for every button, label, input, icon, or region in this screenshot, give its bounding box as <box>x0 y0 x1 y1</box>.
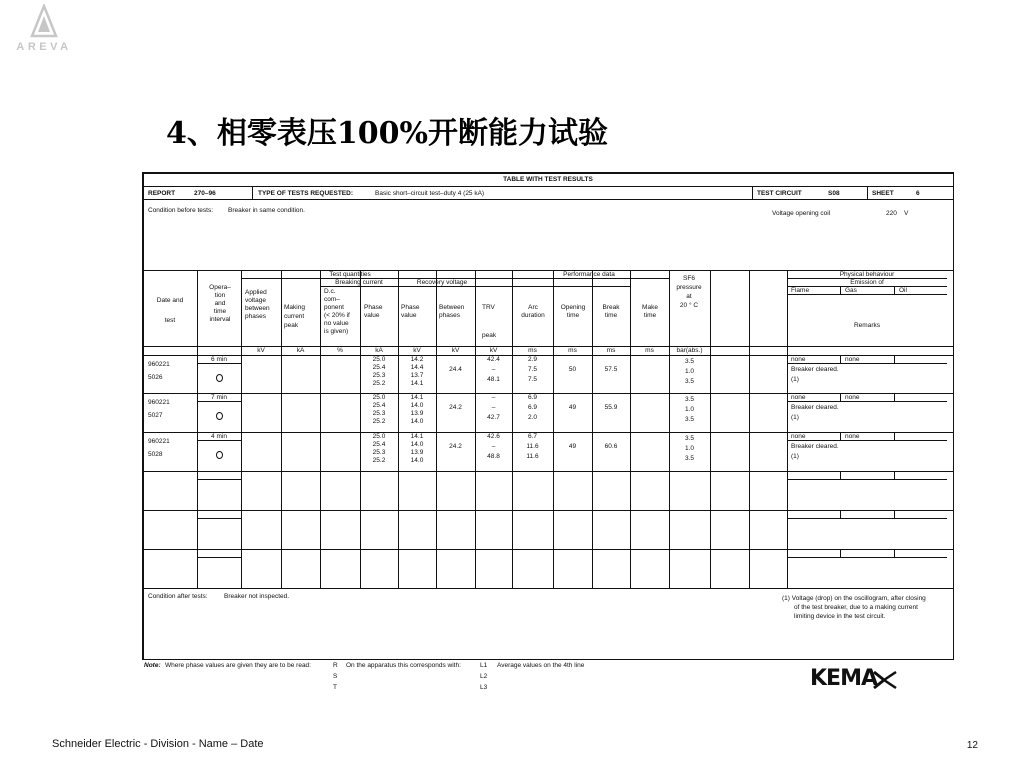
note-text-2: On the apparatus this corresponds with: <box>346 662 461 669</box>
row-phase-voltage: 14.1 <box>410 433 424 440</box>
flame-gas-divider <box>840 471 841 479</box>
header-sf6: SF6 <box>683 275 695 282</box>
row-opening-time: 49 <box>568 404 577 411</box>
kema-lightning-icon <box>872 668 898 692</box>
row-arc-duration: 11.6 <box>526 453 539 460</box>
interval-rule <box>197 557 241 558</box>
form-heading: TABLE WITH TEST RESULTS <box>503 176 593 183</box>
row-remark: Breaker cleared. <box>791 404 839 411</box>
test-results-form <box>142 172 954 660</box>
row-phase-current: 25.3 <box>372 372 386 379</box>
row-phase-current: 25.2 <box>372 457 386 464</box>
header-applied-voltage: phases <box>245 313 266 320</box>
coil-label: Voltage opening coil <box>772 210 831 217</box>
header-dc-component: (< 20% if <box>324 312 350 319</box>
row-sf6-pressure: 1.0 <box>684 445 695 452</box>
header-date-test: test <box>164 317 176 324</box>
column-rule <box>360 270 361 588</box>
row-phase-voltage: 13.9 <box>410 410 424 417</box>
remarks-rule <box>787 440 947 441</box>
column-rule <box>320 270 321 588</box>
row-note: (1) <box>791 414 799 421</box>
header-remarks: Remarks <box>853 322 880 329</box>
header-sf6: at <box>686 293 692 300</box>
row-between-phases: 24.4 <box>449 366 462 373</box>
row-gas: none <box>845 433 860 440</box>
kema-wordmark: KEMA <box>810 666 877 691</box>
header-dc-component: no value <box>324 320 349 327</box>
row-sf6-pressure: 3.5 <box>684 435 695 442</box>
unit-label: kA <box>375 347 383 354</box>
slide-title: 4、相零表压100%开断能力试验 <box>166 116 609 151</box>
row-phase-current: 25.3 <box>372 410 386 417</box>
type-label: TYPE OF TESTS REQUESTED: <box>258 190 353 197</box>
row-phase-current: 25.3 <box>372 449 386 456</box>
form-border-left <box>142 172 144 660</box>
footnote-line: (1) Voltage (drop) on the oscillogram, after closing <box>782 595 926 602</box>
row-break-time: 57.5 <box>604 366 618 373</box>
circuit-value: S08 <box>828 190 840 197</box>
data-row-rule <box>142 510 954 511</box>
data-row-rule <box>142 549 954 550</box>
unit-label: kA <box>296 347 305 354</box>
header-dc-component: is given) <box>324 328 349 335</box>
row-flame: none <box>791 433 806 440</box>
header-date-test: Date and <box>156 297 184 304</box>
interval-rule <box>197 479 241 480</box>
row-test-number: 5028 <box>148 451 163 458</box>
row-phase-voltage: 14.0 <box>410 457 424 464</box>
unit-label: bar(abs.) <box>676 347 703 354</box>
unit-label: ms <box>568 347 577 354</box>
note-label: Note: <box>144 662 161 669</box>
row-opening-time: 50 <box>568 366 577 373</box>
header-making-current: peak <box>284 322 299 329</box>
row-phase-current: 25.0 <box>372 433 386 440</box>
row-date: 960221 <box>148 361 170 368</box>
row-arc-duration: 2.0 <box>527 414 538 421</box>
sheet-label: SHEET <box>872 190 894 197</box>
row-phase-current: 25.2 <box>372 418 386 425</box>
row-gas: none <box>845 394 860 401</box>
areva-triangle-icon <box>30 4 58 38</box>
form-border-right <box>953 172 955 660</box>
header-phase-value-a: Phase <box>364 304 383 311</box>
row-operation-open-mark <box>216 451 223 459</box>
row-phase-voltage: 14.4 <box>410 364 424 371</box>
type-value: Basic short–circuit test–duty 4 (25 kA) <box>375 190 485 197</box>
row-note: (1) <box>791 376 799 383</box>
row-interval: 7 min <box>211 394 227 401</box>
form-border-top <box>142 172 954 174</box>
row-date: 960221 <box>148 399 170 406</box>
row-trv: – <box>491 443 496 450</box>
header-making-current: current <box>284 313 305 320</box>
report-number: 270–96 <box>194 190 216 197</box>
flame-gas-divider <box>840 432 841 440</box>
flame-divider <box>840 286 841 294</box>
row-trv: – <box>491 394 496 401</box>
header-operation: tion <box>214 292 226 299</box>
remarks-rule <box>787 363 947 364</box>
page-number: 12 <box>966 740 978 751</box>
header-operation: and <box>214 300 226 307</box>
header-sf6: pressure <box>676 284 702 291</box>
remarks-rule <box>787 401 947 402</box>
row-arc-duration: 2.9 <box>527 356 538 363</box>
row-sf6-pressure: 1.0 <box>684 368 695 375</box>
row-test-number: 5027 <box>148 412 163 419</box>
footer-text: Schneider Electric - Division - Name – Date <box>52 738 264 750</box>
gas-oil-divider <box>894 510 895 518</box>
header-make-time: time <box>643 312 657 319</box>
header-opening-time: time <box>566 312 580 319</box>
row-sf6-pressure: 3.5 <box>684 378 695 385</box>
header-phase-value-v: value <box>401 312 417 319</box>
note-text-3: Average values on the 4th line <box>497 662 585 669</box>
row-phase-current: 25.2 <box>372 380 386 387</box>
gas-oil-divider <box>894 393 895 401</box>
note-line-l2: L2 <box>480 673 488 680</box>
row-operation-open-mark <box>216 412 223 420</box>
header-recovery-voltage: Recovery voltage <box>416 279 468 286</box>
header-make-time: Make <box>642 304 658 311</box>
note-letter-r: R <box>333 662 338 669</box>
unit-label: ms <box>528 347 537 354</box>
row-arc-duration: 7.5 <box>527 366 538 373</box>
row-flame: none <box>791 394 806 401</box>
unit-label: kV <box>413 347 421 354</box>
data-row-rule <box>142 588 954 589</box>
column-rule <box>398 270 399 588</box>
column-rule <box>475 270 476 588</box>
column-rule <box>669 270 670 588</box>
footnote-line: limiting device in the test circuit. <box>794 613 886 620</box>
row-trv: – <box>491 404 496 411</box>
row-remark: Breaker cleared. <box>791 443 839 450</box>
areva-logo <box>4 4 84 56</box>
row-trv: 42.7 <box>487 414 500 421</box>
row-remark: Breaker cleared. <box>791 366 839 373</box>
header-test-quantities: Test quantities <box>329 271 371 278</box>
report-label: REPORT <box>148 190 176 197</box>
gas-oil-divider <box>894 432 895 440</box>
sheet-divider <box>867 186 868 199</box>
note-line-l1: L1 <box>480 662 488 669</box>
flame-gas-divider <box>840 549 841 557</box>
row-phase-voltage: 14.1 <box>410 394 424 401</box>
interval-rule <box>197 518 241 519</box>
gas-divider <box>894 286 895 294</box>
row-trv: 48.1 <box>487 376 500 383</box>
condition-before-label: Condition before tests: <box>148 207 214 214</box>
row-gas: none <box>845 356 860 363</box>
condition-before-value: Breaker in same condition. <box>228 207 305 214</box>
report-rule <box>142 199 954 200</box>
row-phase-voltage: 13.7 <box>410 372 424 379</box>
row-arc-duration: 7.5 <box>527 376 538 383</box>
header-phase-value-v: Phase <box>401 304 420 311</box>
gas-oil-divider <box>894 549 895 557</box>
row-between-phases: 24.2 <box>449 443 462 450</box>
header-physical-behaviour: Physical behaviour <box>839 271 895 278</box>
condition-after-value: Breaker not inspected. <box>224 593 290 600</box>
heading-rule <box>142 186 954 187</box>
remarks-rule <box>787 557 947 558</box>
condition-after-label: Condition after tests: <box>148 593 208 600</box>
unit-label: kV <box>451 347 460 354</box>
sheet-value: 6 <box>916 190 920 197</box>
header-breaking-current: Breaking current <box>335 279 383 286</box>
column-rule <box>592 270 593 588</box>
header-between-phases: Between <box>439 304 465 311</box>
gas-oil-divider <box>894 355 895 363</box>
row-phase-voltage: 14.1 <box>410 380 424 387</box>
unit-label: ms <box>645 347 654 354</box>
header-arc-duration: duration <box>521 312 545 319</box>
row-break-time: 55.9 <box>604 404 618 411</box>
header-operation: Opera– <box>209 284 231 291</box>
row-trv: – <box>491 366 496 373</box>
header-sf6: 20 ° C <box>679 302 699 309</box>
row-sf6-pressure: 3.5 <box>684 358 695 365</box>
unit-label: ms <box>606 347 616 354</box>
header-operation: time <box>213 308 227 315</box>
column-rule <box>630 270 631 588</box>
recovery-voltage-rule <box>512 286 630 287</box>
note-line-l3: L3 <box>480 684 488 691</box>
row-note: (1) <box>791 453 799 460</box>
kema-logo <box>810 664 900 694</box>
report-divider <box>252 186 253 199</box>
remarks-rule <box>787 479 947 480</box>
row-phase-current: 25.4 <box>372 441 386 448</box>
row-flame: none <box>791 356 806 363</box>
circuit-label: TEST CIRCUIT <box>757 190 802 197</box>
unit-label: % <box>337 347 343 354</box>
row-phase-voltage: 13.9 <box>410 449 424 456</box>
gas-oil-divider <box>894 471 895 479</box>
row-sf6-pressure: 3.5 <box>684 396 695 403</box>
header-applied-voltage: between <box>245 305 270 312</box>
header-applied-voltage: voltage <box>245 297 266 304</box>
row-interval: 6 min <box>211 356 227 363</box>
row-operation-open-mark <box>216 374 223 382</box>
row-phase-voltage: 14.0 <box>410 402 424 409</box>
form-border-bottom <box>142 659 954 661</box>
row-sf6-pressure: 3.5 <box>684 455 695 462</box>
column-rule <box>787 270 788 588</box>
flame-gas-divider <box>840 355 841 363</box>
remarks-rule <box>787 518 947 519</box>
header-arc-duration: Arc <box>528 304 538 311</box>
row-phase-voltage: 14.0 <box>410 418 424 425</box>
column-rule <box>241 270 242 588</box>
column-rule <box>512 270 513 588</box>
row-arc-duration: 6.9 <box>527 394 538 401</box>
areva-wordmark: AREVA <box>16 41 72 53</box>
header-opening-time: Opening <box>560 304 586 311</box>
row-phase-voltage: 14.0 <box>410 441 424 448</box>
header-phase-value-a: value <box>364 312 380 319</box>
header-trv: peak <box>482 332 497 339</box>
column-rule <box>197 270 198 588</box>
row-phase-current: 25.0 <box>372 356 386 363</box>
note-letter-s: S <box>333 673 338 680</box>
column-rule <box>281 270 282 588</box>
header-break-time: Break <box>602 304 620 311</box>
row-trv: 42.6 <box>487 433 500 440</box>
row-arc-duration: 6.7 <box>527 433 538 440</box>
header-gas: Gas <box>845 287 857 294</box>
flame-gas-divider <box>840 393 841 401</box>
row-arc-duration: 11.6 <box>526 443 539 450</box>
row-phase-current: 25.4 <box>372 402 386 409</box>
coil-value: 220 <box>886 210 897 217</box>
unit-label: kV <box>489 347 498 354</box>
header-dc-component: com– <box>324 296 340 303</box>
row-test-number: 5026 <box>148 374 163 381</box>
row-sf6-pressure: 3.5 <box>684 416 695 423</box>
flame-gas-divider <box>840 510 841 518</box>
header-between-phases: phases <box>439 312 460 319</box>
column-rule <box>553 270 554 588</box>
circuit-divider <box>752 186 753 199</box>
row-trv: 48.8 <box>487 453 500 460</box>
header-dc-component: ponent <box>324 304 344 311</box>
header-applied-voltage: Applied <box>245 289 267 296</box>
flame-rule <box>787 294 947 295</box>
row-sf6-pressure: 1.0 <box>684 406 695 413</box>
coil-unit: V <box>904 210 909 217</box>
footnote-line: of the test breaker, due to a making current <box>794 604 918 611</box>
row-phase-current: 25.0 <box>372 394 386 401</box>
header-emission-of: Emission of <box>850 279 884 286</box>
header-trv: TRV <box>482 304 495 311</box>
row-opening-time: 49 <box>568 443 577 450</box>
column-rule <box>710 270 711 588</box>
row-date: 960221 <box>148 438 170 445</box>
header-flame: Flame <box>791 287 810 294</box>
note-letter-t: T <box>333 684 337 691</box>
data-row-rule <box>142 471 954 472</box>
row-phase-current: 25.4 <box>372 364 386 371</box>
column-rule <box>749 270 750 588</box>
header-making-current: Making <box>284 304 305 311</box>
header-operation: interval <box>209 316 231 323</box>
header-oil: Oil <box>899 287 907 294</box>
note-text: Where phase values are given they are to be read: <box>165 662 311 669</box>
row-phase-voltage: 14.2 <box>410 356 424 363</box>
header-performance-data: Performance data <box>563 271 615 278</box>
row-between-phases: 24.2 <box>449 404 462 411</box>
unit-label: kV <box>257 347 265 354</box>
row-arc-duration: 6.9 <box>527 404 538 411</box>
column-rule <box>436 270 437 588</box>
row-interval: 4 min <box>211 433 227 440</box>
header-dc-component: D.c. <box>324 288 336 295</box>
row-trv: 42.4 <box>487 356 500 363</box>
header-break-time: time <box>604 312 618 319</box>
row-break-time: 60.6 <box>604 443 618 450</box>
